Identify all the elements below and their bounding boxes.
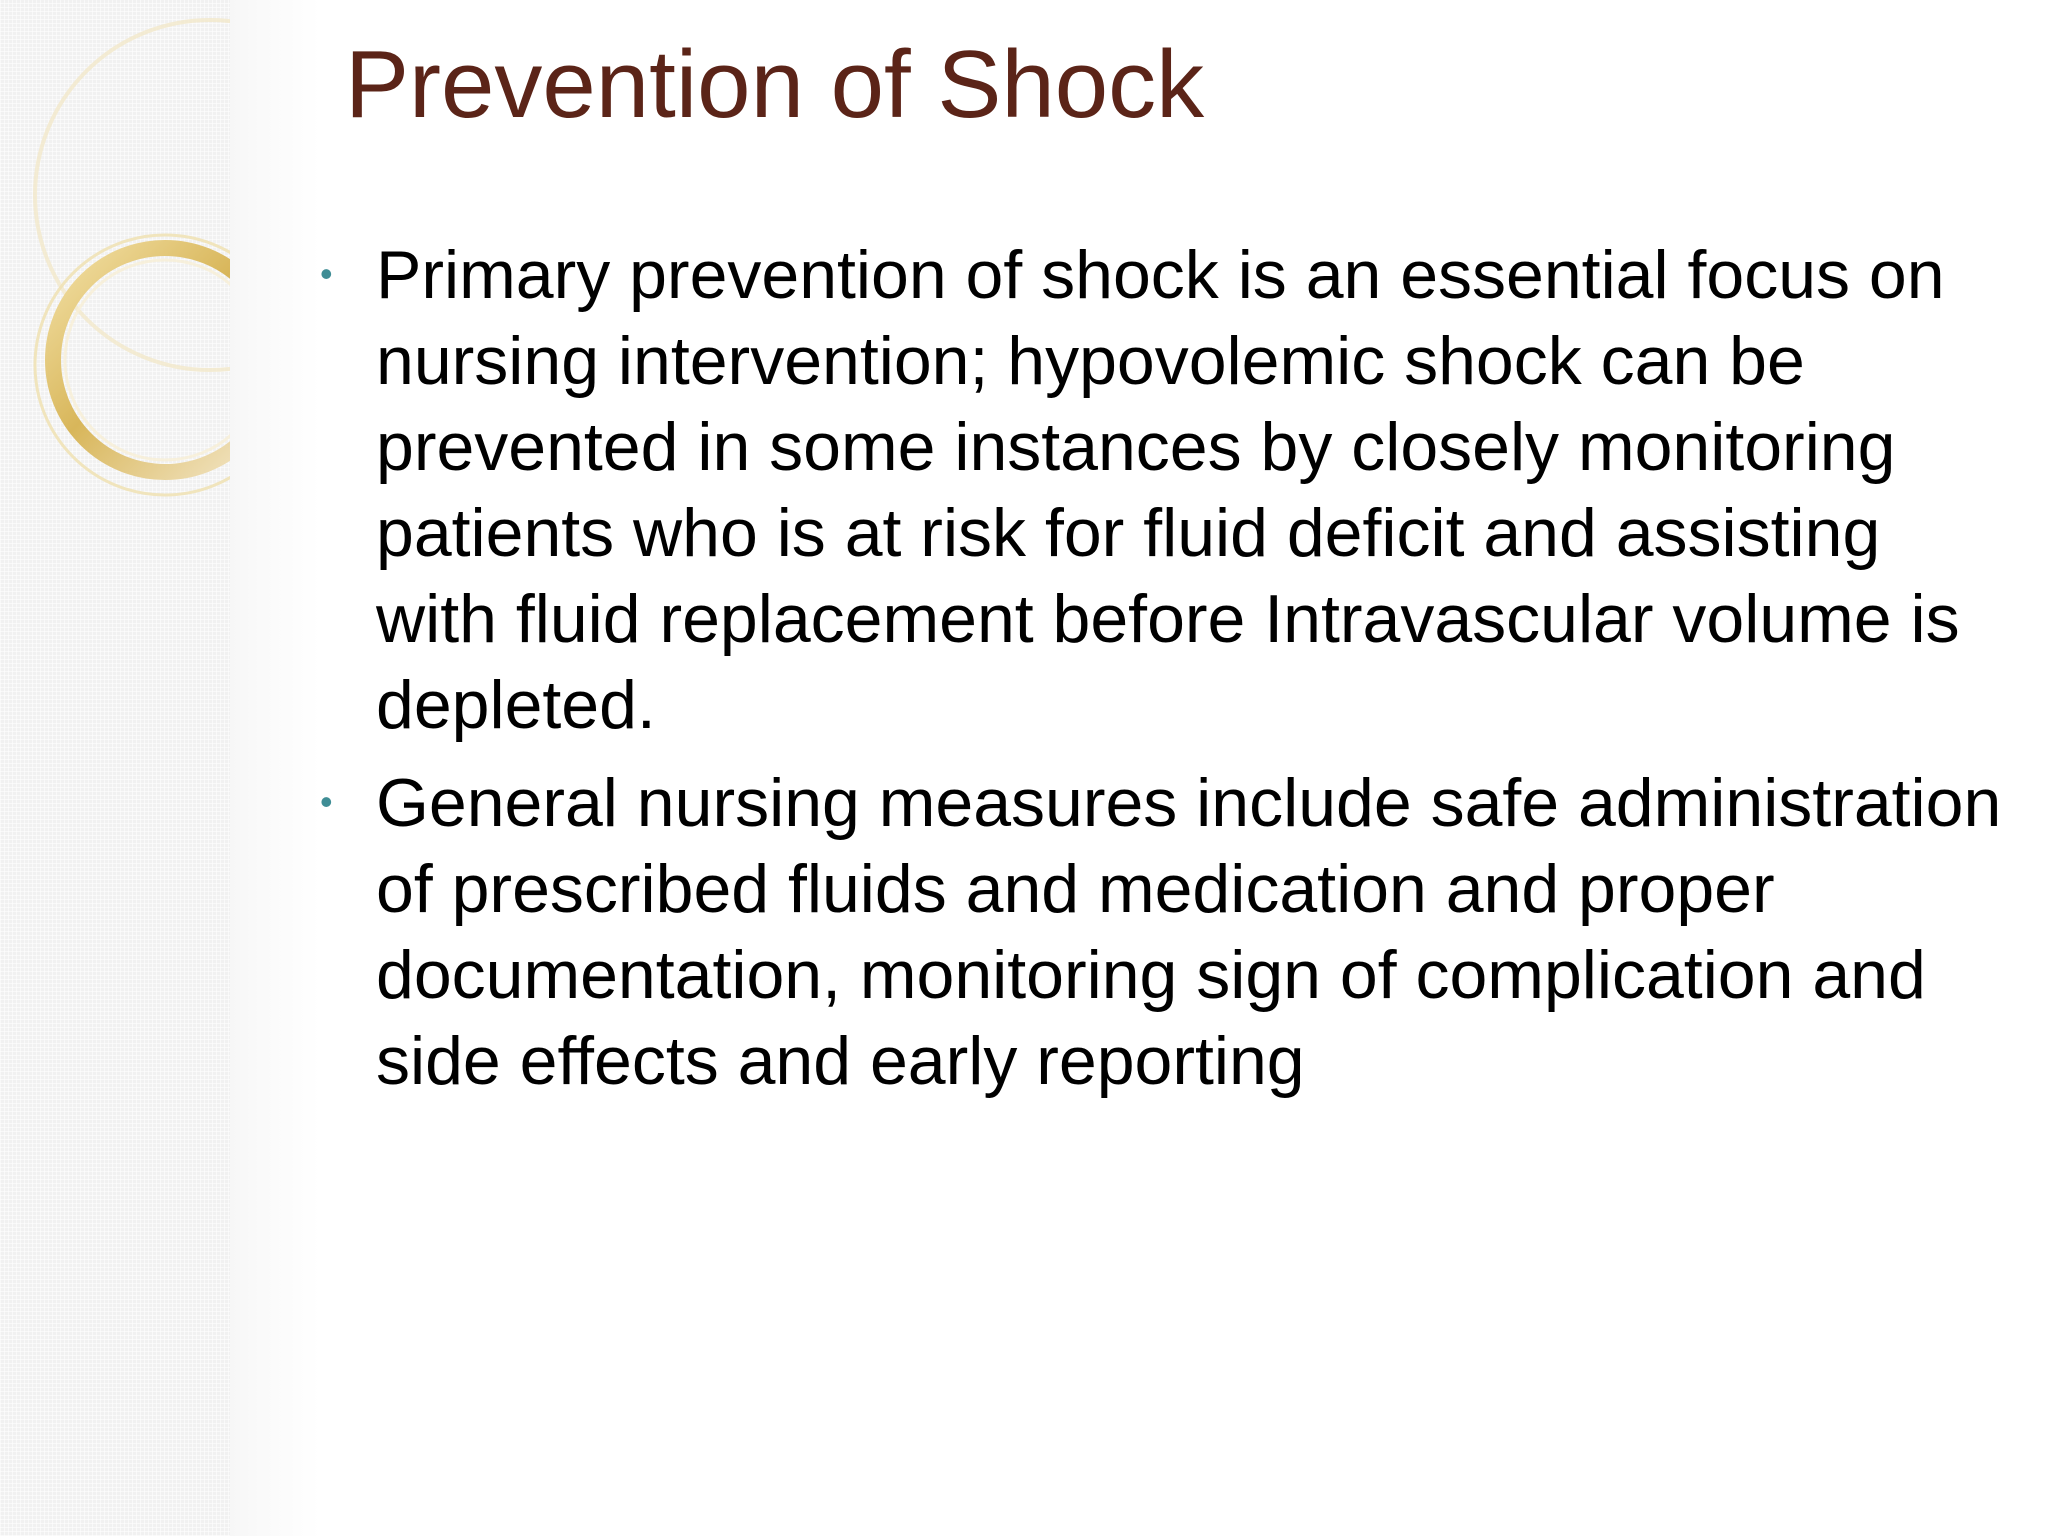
bullet-dot-icon: • [320,253,333,294]
bullet-item [310,232,2010,748]
bullet-dot-icon: • [320,781,333,822]
gold-ring [53,248,230,472]
bullet-list [310,232,2010,1116]
slide-title: Prevention of Shock [345,31,1205,138]
bullet-item [310,760,2010,1104]
bullet-text: Primary prevention of shock is an essential focus on nursing intervention; hypovolemic shock can be prevented in some instances by closely monitoring patients who is at risk for fluid deficit and assisting with fluid replacement before Intravascular volume is depleted. [376,237,1960,743]
decorative-rings-graphic [0,0,230,520]
bullet-text: General nursing measures include safe administration of prescribed fluids and medication and proper documentation, monitoring sign of complication and side effects and early reporting [376,765,2002,1099]
content-fade [230,0,320,1536]
